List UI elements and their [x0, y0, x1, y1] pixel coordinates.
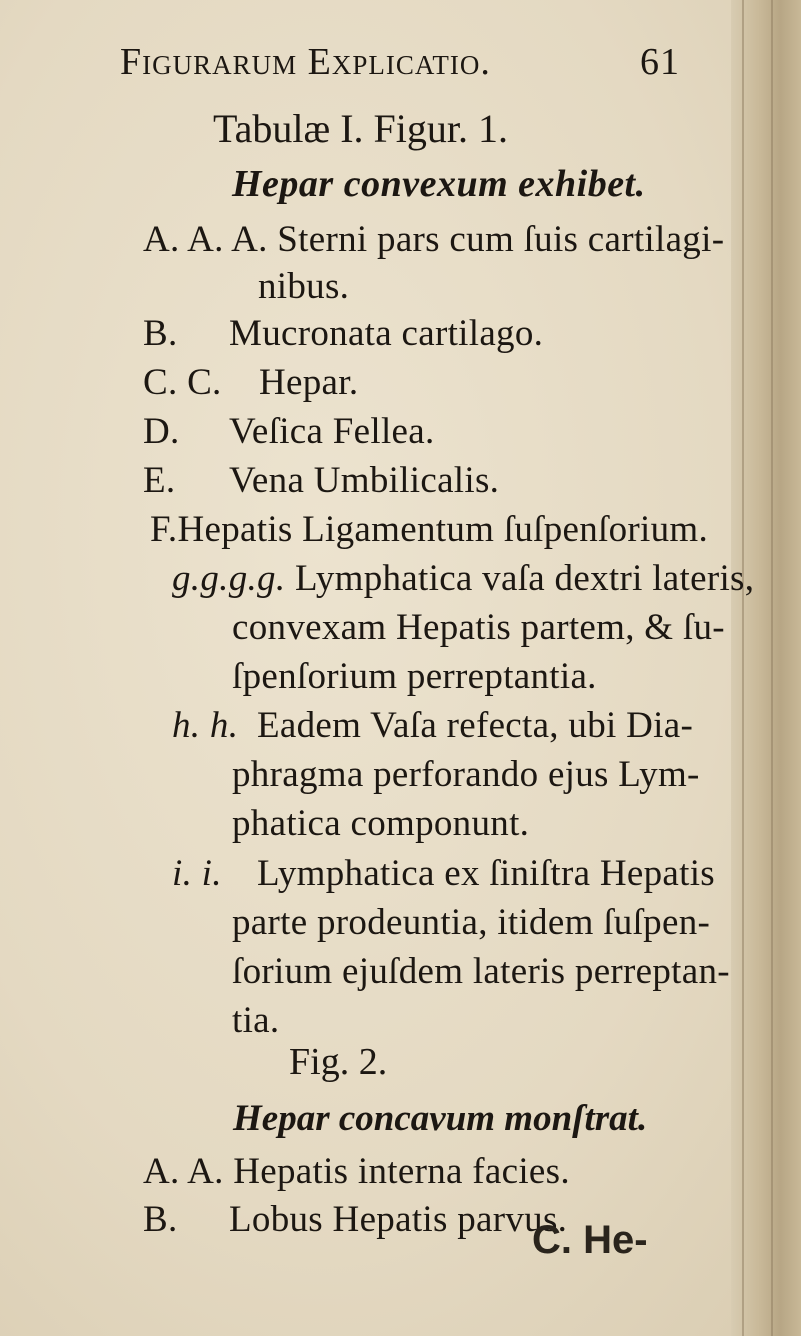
entry-line [232, 753, 700, 796]
entry-line [232, 606, 725, 649]
catchword: C. He- [532, 1218, 648, 1262]
entry-line [232, 950, 730, 993]
entry-text: Lymphatica ex ſiniſtra Hepatis [257, 853, 716, 894]
entry-line [172, 557, 754, 600]
entry-line [143, 1150, 570, 1193]
entry-line [232, 999, 279, 1042]
entry-line [143, 312, 543, 355]
running-header [120, 40, 680, 84]
entry-line [150, 508, 708, 551]
entry-text: ſpenſorium perreptantia. [232, 656, 597, 697]
entry-text: Sterni pars cum ſuis cartilagi- [277, 219, 725, 260]
entry-label: B. [143, 313, 178, 354]
entry-text: tia. [232, 1000, 280, 1041]
entry-text: Mucronata cartilago. [229, 313, 544, 354]
entry-text: phatica componunt. [232, 803, 530, 844]
entry-text: Eadem Vaſa refecta, ubi Dia- [257, 705, 694, 746]
entry-label: F. [150, 509, 178, 550]
entry-text: ſorium ejuſdem lateris perreptan- [232, 951, 730, 992]
entry-text: Lobus Hepatis parvus. [229, 1199, 568, 1240]
entry-line [143, 459, 499, 502]
entry-line [232, 655, 597, 698]
entry-label: A. A. [143, 1151, 224, 1192]
entry-text: convexam Hepatis partem, & ſu- [232, 607, 725, 648]
entry-text: nibus. [258, 266, 350, 307]
entry-label: C. C. [143, 362, 222, 403]
entry-line [172, 704, 693, 747]
entry-line [258, 265, 349, 308]
entry-line [232, 901, 710, 944]
entry-label: i. i. [172, 853, 222, 894]
entry-text: Veſica Fellea. [229, 411, 435, 452]
entry-text: Hepatis interna facies. [233, 1151, 570, 1192]
entry-line [143, 410, 435, 453]
figure2-title: Fig. 2. [289, 1041, 388, 1083]
figure1-subtitle: Hepar convexum exhibet. [232, 163, 646, 205]
entry-text: Hepar. [259, 362, 359, 403]
page-number: 61 [640, 41, 680, 83]
entry-text: Hepatis Ligamentum ſuſpenſorium. [177, 509, 709, 550]
entry-line [172, 852, 715, 895]
entry-label: B. [143, 1199, 178, 1240]
entry-line [143, 361, 358, 404]
entry-label: A. A. A. [143, 219, 268, 260]
entry-label: D. [143, 411, 180, 452]
figure2-subtitle: Hepar concavum monſtrat. [233, 1098, 648, 1139]
entry-label: g.g.g.g. [172, 558, 286, 599]
gutter-edge-line [771, 0, 773, 1336]
entry-line [232, 802, 529, 845]
entry-text: phragma perforando ejus Lym- [232, 754, 700, 795]
entry-line [143, 1198, 567, 1241]
figure1-title: Tabulæ I. Figur. 1. [213, 106, 508, 151]
running-title: Figurarum Explicatio. [120, 41, 491, 83]
entry-text: Lymphatica vaſa dextri lateris, [294, 558, 755, 599]
entry-label: h. h. [172, 705, 239, 746]
gutter-edge-line [742, 0, 744, 1336]
entry-label: E. [143, 460, 176, 501]
entry-text: parte prodeuntia, itidem ſuſpen- [232, 902, 711, 943]
entry-text: Vena Umbilicalis. [229, 460, 500, 501]
entry-line [143, 218, 724, 261]
